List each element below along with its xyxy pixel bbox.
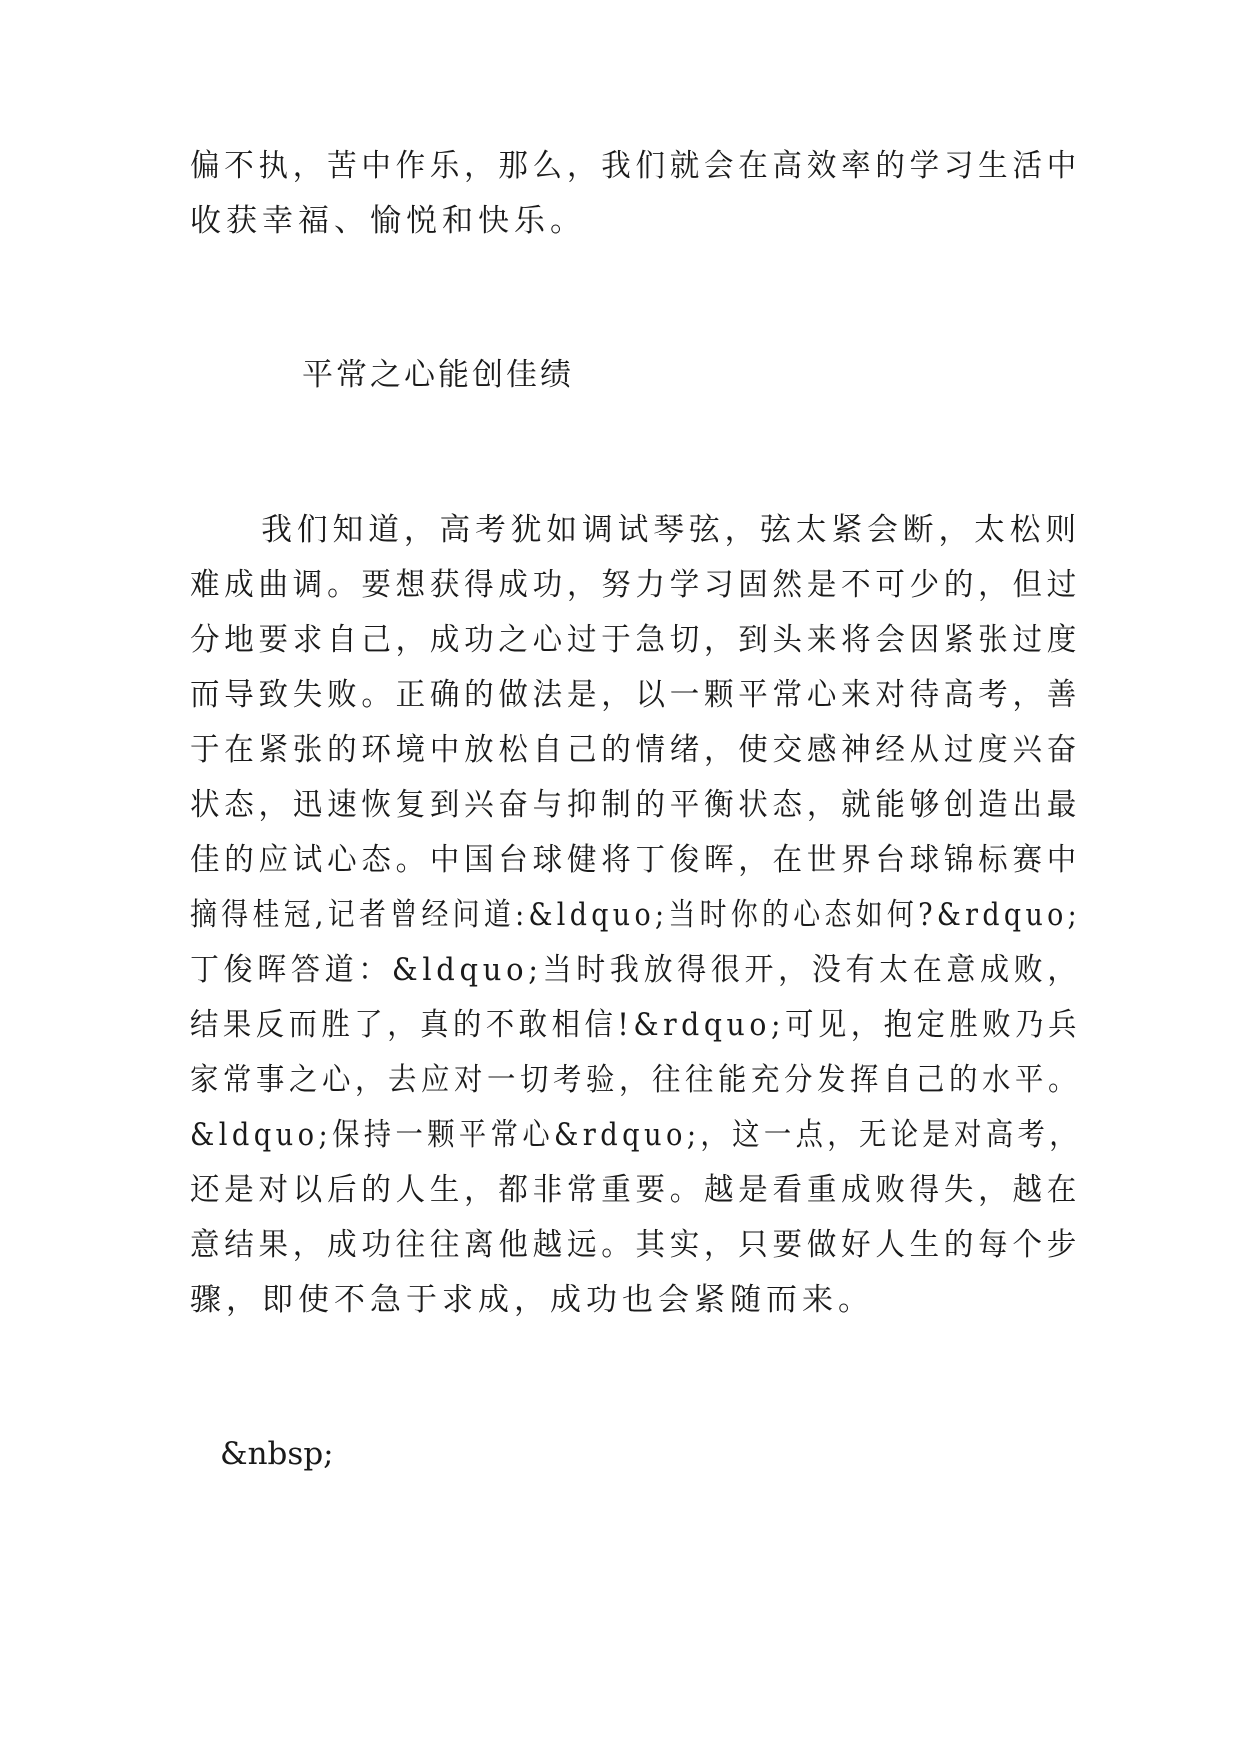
paragraph-line: 状态，迅速恢复到兴奋与抑制的平衡状态，就能够创造出最: [190, 787, 1081, 823]
paragraph-line: 结果反而胜了，真的不敢相信!&rdquo;可见，抱定胜败乃兵: [190, 1007, 1081, 1043]
paragraph-line: 摘得桂冠,记者曾经问道:&ldquo;当时你的心态如何?&rdquo;: [190, 897, 1082, 933]
paragraph-line: &ldquo;保持一颗平常心&rdquo;，这一点，无论是对高考，: [190, 1117, 1081, 1153]
paragraph-line: 于在紧张的环境中放松自己的情绪，使交感神经从过度兴奋: [190, 732, 1081, 768]
trailing-text: &nbsp;: [220, 1436, 334, 1472]
paragraph-line: 分地要求自己，成功之心过于急切，到头来将会因紧张过度: [190, 622, 1081, 658]
paragraph-line: 而导致失败。正确的做法是，以一颗平常心来对待高考，善: [190, 677, 1081, 713]
paragraph-line: 家常事之心，去应对一切考验，往往能充分发挥自己的水平。: [190, 1062, 1082, 1098]
paragraph-line: 难成曲调。要想获得成功，努力学习固然是不可少的，但过: [190, 567, 1081, 603]
section-heading: 平常之心能创佳绩: [302, 357, 574, 393]
paragraph-line: 还是对以后的人生，都非常重要。越是看重成败得失，越在: [190, 1172, 1081, 1208]
paragraph-line: 佳的应试心态。中国台球健将丁俊晖，在世界台球锦标赛中: [190, 842, 1081, 878]
paragraph-line: 我们知道，高考犹如调试琴弦，弦太紧会断，太松则: [190, 512, 1081, 548]
paragraph-line: 骤，即使不急于求成，成功也会紧随而来。: [190, 1282, 874, 1318]
intro-line: 偏不执，苦中作乐，那么，我们就会在高效率的学习生活中: [190, 148, 1081, 184]
paragraph-line: 丁俊晖答道：&ldquo;当时我放得很开，没有太在意成败，: [190, 952, 1082, 988]
paragraph-line: 意结果，成功往往离他越远。其实，只要做好人生的每个步: [190, 1227, 1081, 1263]
intro-line: 收获幸福、愉悦和快乐。: [190, 203, 586, 239]
